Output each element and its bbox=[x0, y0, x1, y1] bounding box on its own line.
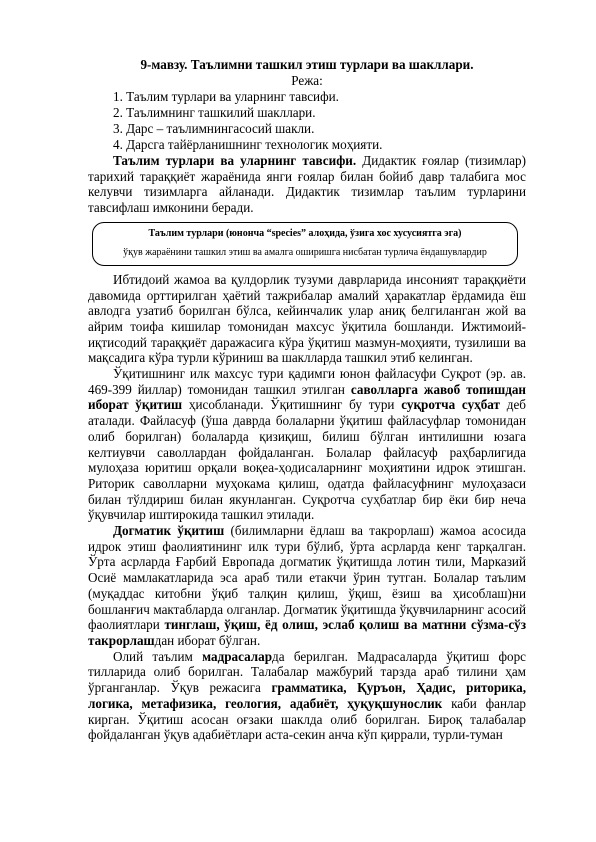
document-page bbox=[88, 47, 526, 743]
text-run: деб аталади. Файласуф (ўша даврда болаларни ўқитиш файласуфлар томонидан олиб борилган) болаларда қизиқиш, билиш бўлган интилишни юзага келтиувчи саволлардан фойдаланган. Болалар файласуф раҳбарлигида мулоҳаза юритиш орқали воқеа-ҳодисаларнинг моҳиятини идрок этишган. Риторик саволларни муҳокама қилиш, одатда файласуфнинг мулоҳазаси билан тўлдириш билан якунланган. Суқротча суҳбатлар бир ёки бир неча ўқувчилар иштирокида ташкил этилади. bbox=[88, 397, 526, 523]
plan-item: 2. Таълимнинг ташкилий шакллари. bbox=[113, 105, 316, 120]
paragraph-primitive-society: Ибтидоий жамоа ва қулдорлик тузуми даврларида инсоният тараққиёти давомида орттирилган ҳаётий тажрибалар амалий ҳаракатлар ёрдамида ёш авлодга узатиб борилган бўлса, кейинчалик улар аниқ белгиланган жой ва айрим тоифа кишилар томонидан махсус ўқитила бошланди. Ижтимоий-иқтисодий тараққиёт даражасига кўра ўқитиш мазмун-моҳияти, тузилиши ва мақсадига кўра турли кўриниш ва шаклларда ташкил этиб келинган. bbox=[88, 271, 526, 366]
bold-term: суқротча суҳбат bbox=[401, 397, 500, 413]
text-run: Ўқитишнинг илк махсус тури қадимги юнон файласуфи Суқрот (эр. ав. 469-399 йиллар) томонидан ташкил этилган bbox=[88, 366, 526, 397]
text-run: (билимларни ёдлаш ва такрорлаш) жамоа асосида идрок этиш фаолиятининг илк тури бўлиб, ўрта асрларда кенг тарқалган. Ўрта асрларда Ғарбий Европада догматик ўқитишда лотин тили, Марказий Осиё мамлакатларида эса араб тили етакчи ўрин тутган. Болалар таълим (муқаддас китобни ўқиб талқин қилиш, ўқиш, ёзиш ва ҳисоблаш)ни бошланғич мактабларда олганлар. Догматик ўқитишда ўқувчиларнинг асосий фаолиятлари bbox=[88, 523, 526, 633]
section-1-heading: Таълим турлари ва уларнинг тавсифи. bbox=[113, 153, 357, 168]
plan-item: 3. Дарс – таълимнингасосий шакли. bbox=[113, 121, 315, 136]
text-run: дан иборат бўлган. bbox=[154, 632, 261, 648]
paragraph-socratic-teaching bbox=[88, 366, 526, 523]
paragraph-madrasa bbox=[88, 649, 526, 743]
plan-item: 4. Дарсга тайёрланишнинг технологик моҳияти. bbox=[113, 137, 383, 152]
bold-term: саволларга жавоб топишдан иборат ўқитиш bbox=[88, 381, 526, 413]
text-run: каби фанлар кирган. Ўқитиш асосан оғзаки шаклда олиб борилган. Бироқ талабалар фойдаланган ўқув адабиётлари аста-секин анча кўп қиррали, турли-туман bbox=[88, 695, 526, 743]
bold-term: тинглаш, ўқиш, ёд олиш, эслаб қолиш ва матнни сўзма-сўз такрорлаш bbox=[88, 617, 527, 648]
plan-heading: Режа: bbox=[291, 73, 323, 88]
paragraph-dogmatic-teaching bbox=[88, 523, 526, 649]
definition-box-title: Таълим турлари (юнонча “species” алоҳида, ўзига хос хусусиятга эга) bbox=[148, 227, 462, 239]
text-run: да берилган. Мадрасаларда ўқитиш форс тилларида олиб борилган. Талабалар мажбурий тарзда араб тилини ҳам ўрганганлар. Ўқув режасига bbox=[88, 648, 526, 696]
section-1-paragraph bbox=[88, 153, 526, 216]
definition-box-text: ўқув жараёнини ташкил этиш ва амалга оширишга нисбатан турлича ёндашувлардир bbox=[123, 246, 487, 258]
bold-term: грамматика, Қуръон, Ҳадис, риторика, логика, метафизика, геология, адабиёт, ҳуқуқшунослик bbox=[88, 680, 526, 711]
plan-item: 1. Таълим турлари ва уларнинг тавсифи. bbox=[113, 89, 339, 104]
section-1-text: Дидактик ғоялар (тизимлар) тарихий тараққиёт жараёнида янги ғоялар билан бойиб давр талабига мос келувчи тизимларга айланади. Дидактик тизимлар таълим турларини тавсифлаш имконини беради. bbox=[88, 153, 526, 216]
text-run: ҳисобланади. Ўқитишнинг бу тури bbox=[182, 397, 402, 413]
bold-term: Догматик ўқитиш bbox=[113, 523, 225, 539]
text-run: Олий таълим bbox=[113, 648, 203, 664]
bold-term: мадрасалар bbox=[202, 648, 273, 664]
page-title: 9-мавзу. Таълимни ташкил этиш турлари ва шакллари. bbox=[140, 57, 474, 72]
definition-box bbox=[92, 222, 518, 266]
